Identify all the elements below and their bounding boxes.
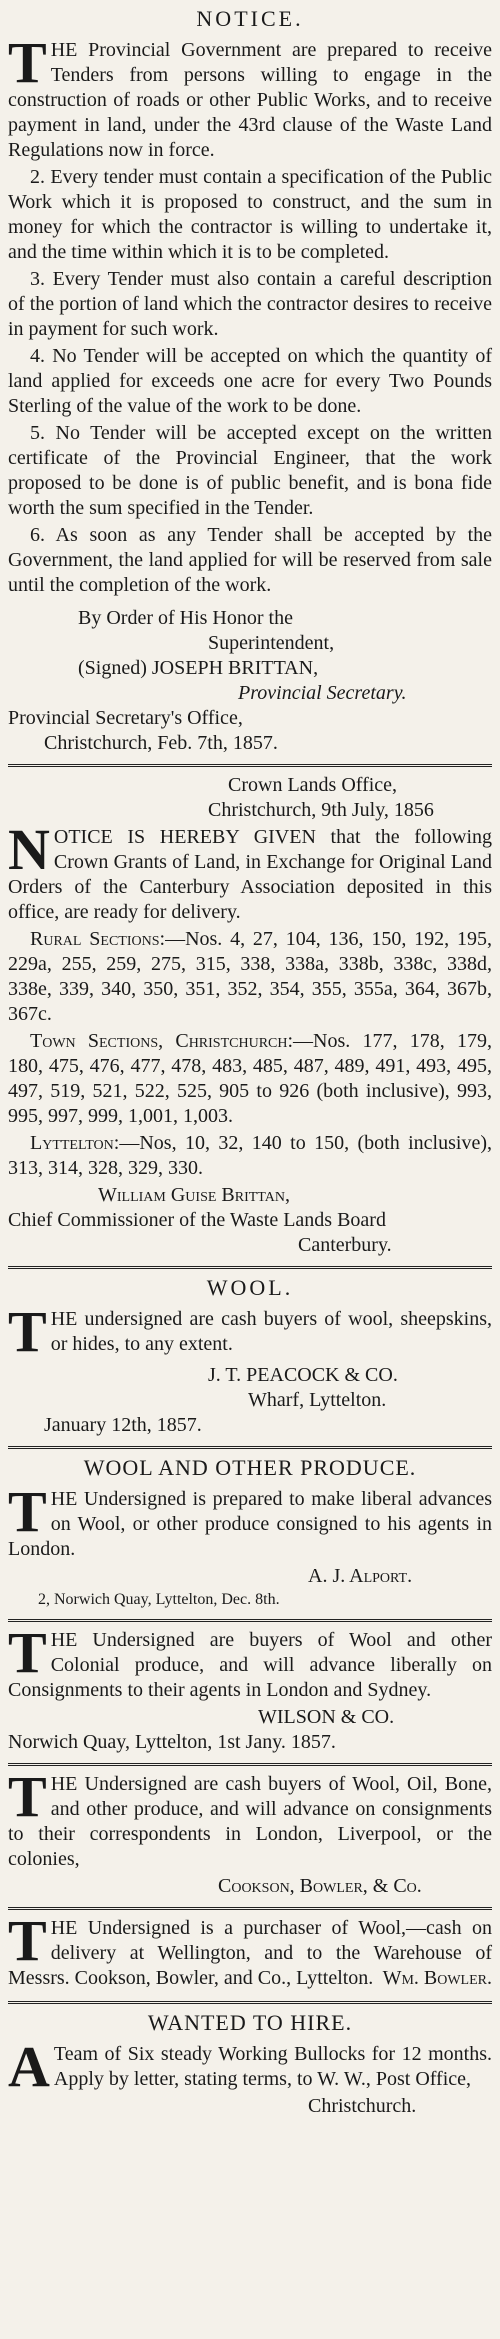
dropcap: T	[8, 1479, 47, 1544]
date-line: Christchurch, 9th July, 1856	[208, 799, 434, 821]
hire-text: A Team of Six steady Working Bullocks for 12 months. Apply by letter, stating terms, to W. W., Post Office,	[8, 2034, 492, 2099]
notice-tenders	[8, 6, 492, 756]
lyttelton-sections: Lyttelton:—Nos, 10, 32, 140 to 150, (both inclusive), 313, 314, 328, 329, 330.	[8, 1132, 492, 1179]
divider	[8, 2001, 492, 2004]
hire-heading: WANTED TO HIRE.	[147, 2010, 353, 2035]
divider	[8, 1763, 492, 1766]
notice-heading: NOTICE.	[196, 6, 304, 31]
notice-clause-6: 6. As soon as any Tender shall be accepted by the Government, the land applied for will be reserved from sale until the completion of the work.	[8, 524, 492, 596]
dropcap: T	[8, 1908, 47, 1973]
wool-heading: WOOL.	[206, 1275, 294, 1300]
date-line: Christchurch, Feb. 7th, 1857.	[44, 732, 278, 754]
wilson-text: THE Undersigned are buyers of Wool and other Colonial produce, and will advance liberally on Consignments to their agents in London and Sydney.	[8, 1620, 492, 1701]
wool-produce-text: THE Undersigned is prepared to make liberal advances on Wool, or other produce consigned to his agents in London.	[8, 1479, 492, 1560]
dropcap: N	[8, 817, 50, 882]
notice-clause-2: 2. Every tender must contain a specification of the Public Work which it is proposed to construct, and the sum in money for which the contractor is willing to undertake it, and the time within which it is to be completed.	[8, 166, 492, 263]
signature-line: By Order of His Honor the	[78, 607, 293, 629]
dropcap: T	[8, 30, 47, 95]
notice-crown-grants	[8, 773, 492, 1258]
rural-sections: Rural Sections:—Nos. 4, 27, 104, 136, 150, 192, 195, 229a, 255, 259, 275, 315, 338, 338a, 338b, 338c, 338d, 338e, 339, 340, 350, 351, 352, 354, 355, 355a, 364, 367b, 367c.	[8, 928, 492, 1025]
signature-line: William Guise Brittan,	[98, 1184, 290, 1206]
divider	[8, 1446, 492, 1449]
date-line: Norwich Quay, Lyttelton, 1st Jany. 1857.	[8, 1731, 336, 1753]
notice-intro: THE Provincial Government are prepared to receive Tenders from persons willing to engage in the construction of roads or other Public Works, and to receive payment in land, under the 43rd clause of the Waste Land Regulations now in force.	[8, 30, 492, 161]
divider	[8, 1266, 492, 1269]
wool-produce-heading: WOOL AND OTHER PRODUCE.	[83, 1455, 417, 1480]
cookson-text: THE Undersigned are cash buyers of Wool, Oil, Bone, and other produce, and will advance on consignments to their correspondents in London, Liverpool, or the colonies,	[8, 1764, 492, 1870]
office-line: Crown Lands Office,	[228, 774, 398, 796]
dropcap: T	[8, 1764, 47, 1829]
signature-line: Wm. Bowler.	[382, 1967, 492, 1989]
notice-clause-4: 4. No Tender will be accepted on which the quantity of land applied for exceeds one acre for every Two Pounds Sterling of the value of the work to be done.	[8, 345, 492, 417]
notice-clause-3: 3. Every Tender must also contain a careful description of the portion of land which the contractor desires to receive in payment for such work.	[8, 268, 492, 340]
signature-line: A. J. Alport.	[308, 1565, 413, 1587]
office-line: Provincial Secretary's Office,	[8, 707, 243, 729]
dropcap: T	[8, 1620, 47, 1685]
advert-wanted-to-hire	[8, 2010, 492, 2119]
divider	[8, 1907, 492, 1910]
bowler-text: THE Undersigned is a purchaser of Wool,—cash on delivery at Wellington, and to the Warehouse of Messrs. Cookson, Bowler, and Co., Lyttelton. Wm. Bowler.	[8, 1908, 492, 1989]
notice-clause-5: 5. No Tender will be accepted except on the written certificate of the Provincial Engineer, that the work proposed to be done is of public benefit, and is bona fide worth the sum specified in the Tender.	[8, 422, 492, 519]
crown-intro: NOTICE IS HEREBY GIVEN that the following Crown Grants of Land, in Exchange for Original Land Orders of the Canterbury Association deposited in this office, are ready for delivery.	[8, 817, 492, 923]
address-line: 2, Norwich Quay, Lyttelton, Dec. 8th.	[38, 1591, 280, 1608]
place-line: Christchurch.	[308, 2095, 417, 2117]
signature-line: Cookson, Bowler, & Co.	[218, 1875, 422, 1897]
dropcap: A	[8, 2034, 50, 2099]
date-line: January 12th, 1857.	[44, 1414, 202, 1436]
advert-cookson	[8, 1764, 492, 1899]
signature-line: Canterbury.	[298, 1234, 392, 1256]
advert-wilson	[8, 1620, 492, 1755]
signature-line: Provincial Secretary.	[238, 682, 407, 704]
wool-text: THE undersigned are cash buyers of wool, sheepskins, or hides, to any extent.	[8, 1299, 492, 1364]
advert-bowler	[8, 1908, 492, 1993]
dropcap: T	[8, 1299, 47, 1364]
signature-line: Chief Commissioner of the Waste Lands Board	[8, 1209, 386, 1231]
town-sections: Town Sections, Christchurch:—Nos. 177, 178, 179, 180, 475, 476, 477, 478, 483, 485, 487, 489, 491, 493, 495, 497, 519, 521, 522, 525, 905 to 926 (both inclusive), 993, 995, 997, 999, 1,001, 1,003.	[8, 1030, 492, 1127]
signature-line: Wharf, Lyttelton.	[248, 1389, 387, 1411]
advert-wool-produce	[8, 1455, 492, 1611]
divider	[8, 1619, 492, 1622]
advert-wool	[8, 1275, 492, 1438]
divider	[8, 764, 492, 767]
signature-line: J. T. PEACOCK & CO.	[208, 1364, 398, 1386]
signature-line: (Signed) JOSEPH BRITTAN,	[78, 657, 319, 679]
signature-line: WILSON & CO.	[258, 1706, 395, 1728]
signature-line: Superintendent,	[208, 632, 335, 654]
